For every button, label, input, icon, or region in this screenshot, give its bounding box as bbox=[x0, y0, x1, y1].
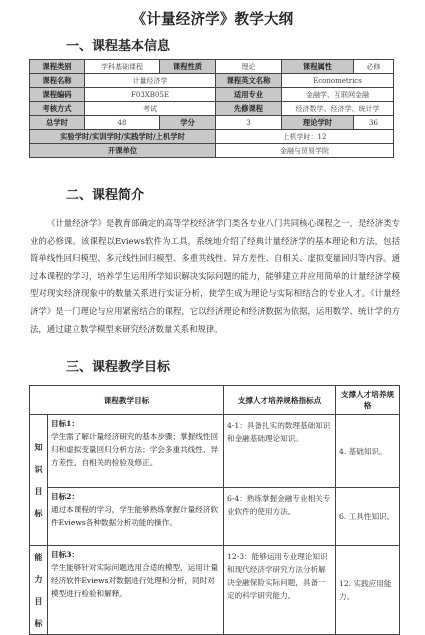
exam-label: 考核方式 bbox=[30, 102, 85, 116]
goal-cell bbox=[48, 488, 224, 546]
goal-title: 目标3： bbox=[51, 550, 80, 559]
course-en-name-value: Econometrics bbox=[282, 74, 394, 88]
goal-title: 目标1： bbox=[51, 419, 80, 428]
course-name-label: 课程名称 bbox=[30, 74, 85, 88]
basic-info-table bbox=[29, 59, 394, 158]
theory-hours-label: 理论学时 bbox=[282, 116, 354, 130]
table-header-row bbox=[30, 386, 400, 415]
point-cell: 4-1：具备扎实的数理基础知识和金融基础理论知识。 bbox=[224, 415, 336, 488]
credit-value: 3 bbox=[216, 116, 282, 130]
table-row bbox=[30, 102, 394, 116]
section-heading-basic-info: 一、课程基本信息 bbox=[66, 39, 171, 54]
goal-text: 学生能够针对实际问题选用合适的模型，运用计量经济软件Eviews对数据进行处理和分析，同时对模型进行检验和解释。 bbox=[51, 563, 219, 598]
table-row bbox=[30, 415, 400, 488]
goal-title: 目标2： bbox=[51, 492, 80, 501]
course-type-label: 课程类别 bbox=[30, 60, 85, 74]
practice-hours-value: 上机学时：12 bbox=[216, 130, 394, 144]
document-title: 《计量经济学》教学大纲 bbox=[131, 11, 294, 28]
course-nature-label: 课程性质 bbox=[160, 60, 216, 74]
col-header-point: 支撑人才培养规格指标点 bbox=[224, 386, 336, 415]
intro-paragraph: 《计量经济学》是教育部确定的高等学校经济学门类各专业八门共同核心课程之一，是经济类专业的必修课。该课程以Eviews软件为工具，系统地介绍了经典计量经济学的基本理论和方法，包括简单线性回归模型、多元线性回归模型、多重共线性、异方差性、自相关、虚拟变量回归等内容。通过本课程的学习，培养学生运用所学知识解决实际问题的能力，能够建立并应用简单的计量经济学模型对现实经济现象中的数量关系进行实证分析，使学生成为理论与实际相结合的专业人才。《计量经济学》是一门理论与应用紧密结合的课程，它以经济理论和经济数据为依据，运用数学、统计学的方法，通过建立数学模型来研究经济数量关系和规律。 bbox=[30, 218, 400, 334]
knowledge-group-label: 知 识 目 标 bbox=[30, 415, 48, 546]
major-value: 金融学、互联网金融 bbox=[282, 88, 394, 102]
unit-label: 开课单位 bbox=[30, 144, 216, 158]
goal-text: 学生需了解计量经济研究的基本步骤；掌握线性回归和虚拟变量回归分析方法；学会多重共线性、异方差性、自相关的检验及修正。 bbox=[51, 432, 219, 467]
prereq-label: 先修课程 bbox=[216, 102, 282, 116]
hours-label: 总学时 bbox=[30, 116, 85, 130]
goal-cell bbox=[48, 546, 224, 635]
spec-cell: 4. 基础知识。 bbox=[336, 415, 400, 488]
course-en-name-label: 课程英文名称 bbox=[216, 74, 282, 88]
table-row bbox=[30, 74, 394, 88]
goal-text: 通过本课程的学习，学生能够熟练掌握计量经济软件Eviews各种数据分析功能的操作。 bbox=[51, 505, 219, 527]
exam-value: 考试 bbox=[85, 102, 216, 116]
prereq-value: 经济数学、经济学、统计学 bbox=[282, 102, 394, 116]
course-intro bbox=[30, 215, 400, 338]
theory-hours-value: 36 bbox=[354, 116, 394, 130]
ability-group-label: 能 力 目 标 bbox=[30, 546, 48, 635]
spec-cell: 12. 实践应用能力。 bbox=[336, 546, 400, 635]
major-label: 适用专业 bbox=[216, 88, 282, 102]
table-row bbox=[30, 116, 394, 130]
table-row bbox=[30, 130, 394, 144]
section-heading-goals: 三、课程教学目标 bbox=[66, 360, 171, 375]
practice-hours-label: 实验学时/实训学时/实践学时/上机学时 bbox=[30, 130, 216, 144]
table-row bbox=[30, 88, 394, 102]
table-row bbox=[30, 488, 400, 546]
course-code-value: F03XB05E bbox=[85, 88, 216, 102]
hours-value: 48 bbox=[85, 116, 160, 130]
col-header-goal: 课程教学目标 bbox=[30, 386, 224, 415]
course-code-label: 课程编码 bbox=[30, 88, 85, 102]
section-heading-intro: 二、课程简介 bbox=[66, 188, 145, 203]
course-name-value: 计量经济学 bbox=[85, 74, 216, 88]
course-attr-value: 必修 bbox=[354, 60, 394, 74]
point-cell: 6-4：熟练掌握金融专业相关专业软件的使用方法。 bbox=[224, 488, 336, 546]
table-row bbox=[30, 546, 400, 635]
col-header-spec: 支撑人才培养规格 bbox=[336, 386, 400, 415]
spec-cell: 6. 工具性知识。 bbox=[336, 488, 400, 546]
table-row bbox=[30, 60, 394, 74]
course-type-value: 学科基础课程 bbox=[85, 60, 160, 74]
goals-table bbox=[29, 385, 400, 635]
course-nature-value: 理论 bbox=[216, 60, 282, 74]
goal-cell bbox=[48, 415, 224, 488]
unit-value: 金融与贸易学院 bbox=[216, 144, 394, 158]
point-cell: 12-3：能够运用专业理论知识和现代经济学研究方法分析解决金融保险实际问题，具备一定的科学研究能力。 bbox=[224, 546, 336, 635]
course-attr-label: 课程属性 bbox=[282, 60, 354, 74]
table-row bbox=[30, 144, 394, 158]
credit-label: 学分 bbox=[160, 116, 216, 130]
